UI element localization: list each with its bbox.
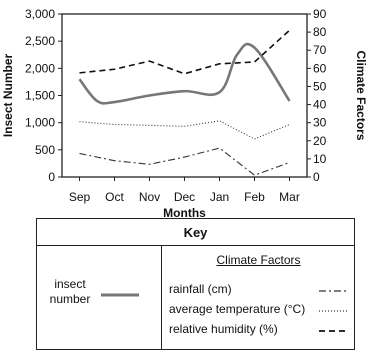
key-insect-label bbox=[41, 277, 99, 307]
y-right-axis-title: Climate Factors bbox=[354, 50, 368, 141]
series-line-1 bbox=[80, 148, 290, 175]
y-right-tick-label: 20 bbox=[313, 133, 327, 148]
key-swatch-temperature bbox=[319, 307, 351, 315]
x-tick-label: Oct bbox=[105, 190, 124, 204]
key-insect-label-line2: number bbox=[49, 292, 91, 306]
key-climate-heading: Climate Factors bbox=[216, 253, 301, 267]
key-swatch-rainfall bbox=[319, 287, 351, 295]
key-title: Key bbox=[37, 219, 354, 246]
y-left-tick-label: 1,500 bbox=[24, 88, 55, 103]
y-right-tick-label: 10 bbox=[313, 151, 327, 166]
key-swatch-insect bbox=[101, 291, 141, 299]
key-insect-label-line1: insect bbox=[54, 277, 86, 291]
x-tick-label: Dec bbox=[173, 190, 196, 204]
plot-frame bbox=[62, 14, 307, 177]
key-box bbox=[36, 218, 355, 350]
series-line-0 bbox=[80, 44, 290, 103]
x-tick-label: Feb bbox=[244, 190, 265, 204]
key-item-rainfall: rainfall (cm) bbox=[169, 282, 232, 296]
y-left-tick-label: 0 bbox=[48, 170, 55, 184]
key-swatch-humidity bbox=[319, 327, 351, 335]
x-tick-label: Jan bbox=[209, 190, 230, 204]
key-item-humidity: relative humidity (%) bbox=[169, 322, 278, 336]
y-left-tick-label: 500 bbox=[34, 142, 55, 157]
y-right-tick-label: 40 bbox=[313, 97, 327, 112]
x-tick-label: Nov bbox=[138, 190, 161, 204]
y-right-tick-label: 80 bbox=[313, 25, 327, 40]
y-left-tick-label: 1,000 bbox=[24, 115, 55, 130]
x-axis-title: Months bbox=[163, 206, 206, 218]
series-line-2 bbox=[80, 121, 290, 139]
y-right-tick-label: 50 bbox=[313, 79, 327, 94]
y-right-tick-label: 90 bbox=[313, 7, 327, 21]
y-right-tick-label: 70 bbox=[313, 43, 327, 58]
y-left-tick-label: 3,000 bbox=[24, 7, 55, 21]
key-item-temperature: average temperature (°C) bbox=[169, 302, 306, 316]
y-left-axis-title: Insect Number bbox=[1, 53, 15, 138]
y-right-tick-label: 0 bbox=[313, 170, 320, 184]
x-tick-label: Mar bbox=[279, 190, 300, 204]
y-right-tick-label: 60 bbox=[313, 61, 327, 76]
y-right-tick-label: 30 bbox=[313, 115, 327, 130]
y-left-tick-label: 2,500 bbox=[24, 34, 55, 49]
x-tick-label: Sep bbox=[68, 190, 91, 204]
y-left-tick-label: 2,000 bbox=[24, 61, 55, 76]
